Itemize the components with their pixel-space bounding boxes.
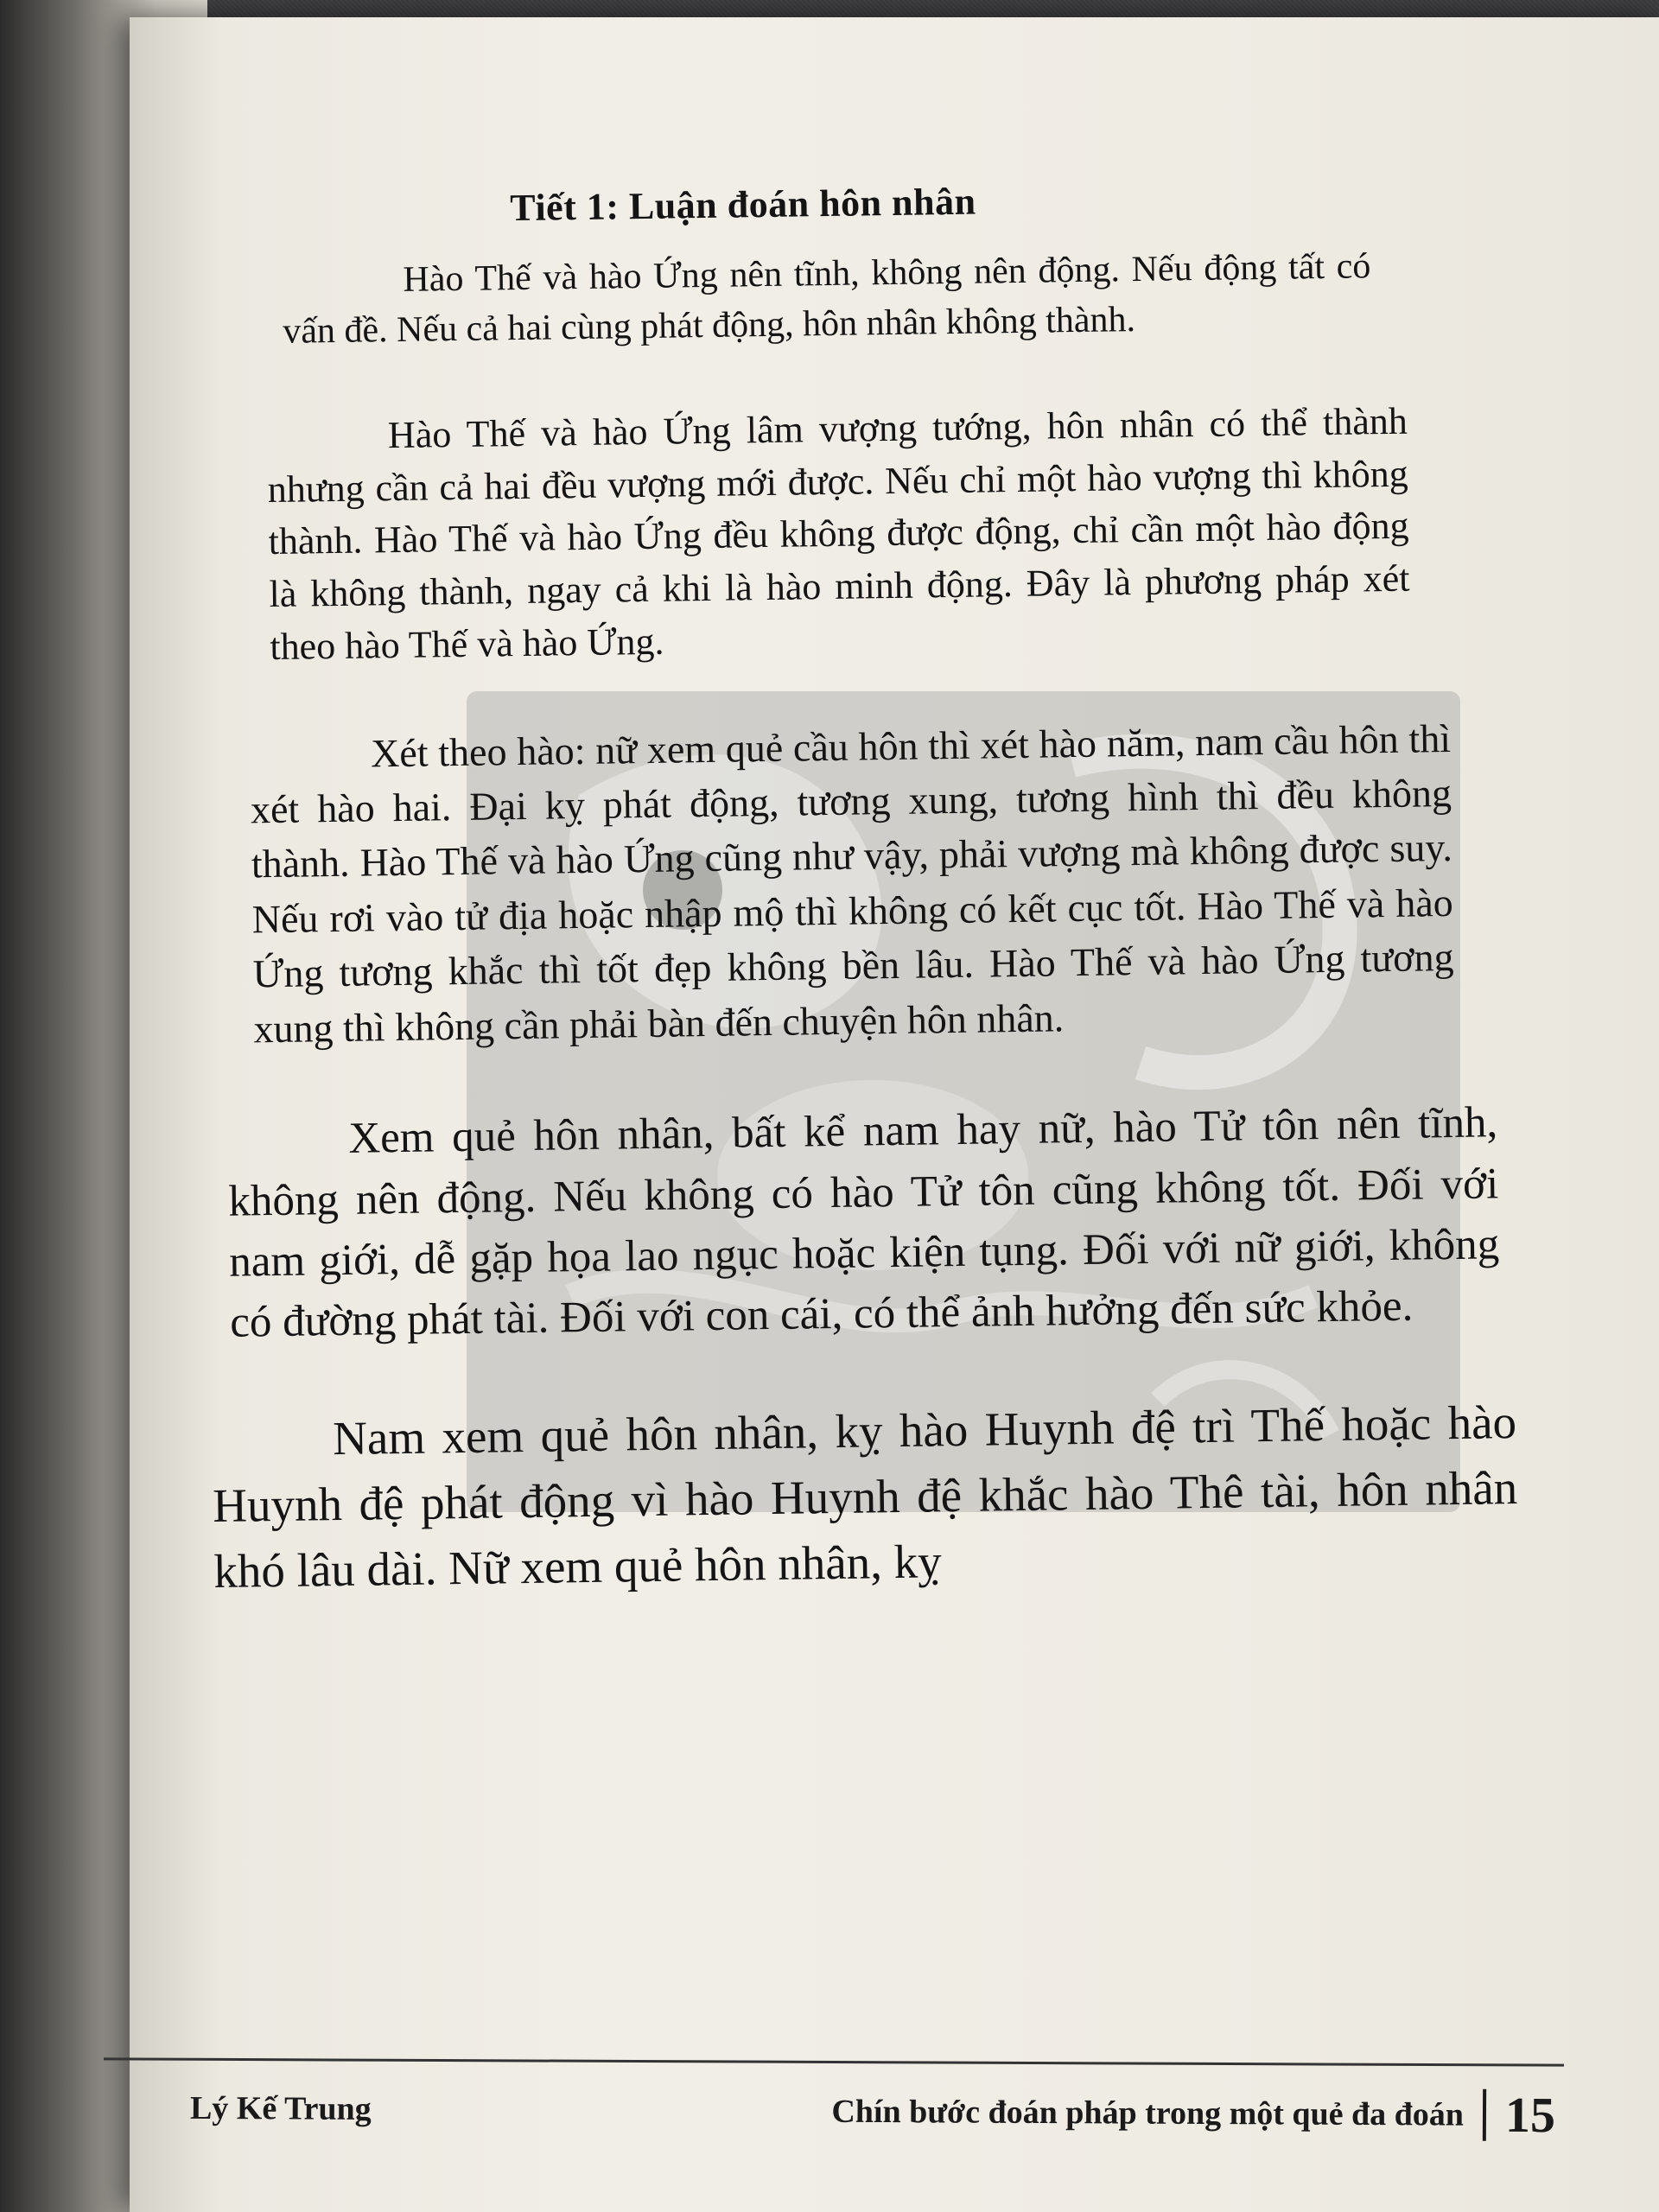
- page-number: 15: [1504, 2086, 1556, 2144]
- paragraph: Xét theo hào: nữ xem quẻ cầu hôn thì xét hào năm, nam cầu hôn thì xét hào hai. Đại kỵ phát động, tương xung, tương hình thì đều không thành. Hào Thế và hào Ứng cũng như vậy, phải vượng mà không được suy. Nếu rơi vào tử địa hoặc nhập mộ thì không có kết cục tốt. Hào Thế và hào Ứng tương khắc thì tốt đẹp không bền lâu. Hào Thế và hào Ứng tương xung thì không cần phải bàn đến chuyện hôn nhân.: [250, 715, 1454, 1052]
- footer-separator: [1483, 2088, 1486, 2140]
- paragraph: Nam xem quẻ hôn nhân, kỵ hào Huynh đệ trì Thế hoặc hào Huynh đệ phát động vì hào Huynh đệ khắc hào Thê tài, hôn nhân khó lâu dài. Nữ xem quẻ hôn nhân, kỵ: [212, 1395, 1518, 1598]
- page-footer: [190, 2079, 1555, 2144]
- paragraph: Hào Thế và hào Ứng lâm vượng tướng, hôn nhân có thể thành nhưng cần cả hai đều vượng mới được. Nếu chỉ một hào vượng thì không thành. Hào Thế và hào Ứng đều không được động, chỉ cần một hào động là không thành, ngay cả khi là hào minh động. Đây là phương pháp xét theo hào Thế và hào Ứng.: [267, 399, 1410, 668]
- paragraph: Hào Thế và hào Ứng nên tĩnh, không nên động. Nếu động tất có vấn đề. Nếu cả hai cùng phát động, hôn nhân không thành.: [282, 246, 1371, 352]
- footer-book-title: Chín bước đoán pháp trong một quẻ đa đoán: [831, 2093, 1465, 2133]
- section-title: Tiết 1: Luận đoán hôn nhân: [509, 180, 976, 230]
- footer-author: Lý Kế Trung: [189, 2089, 372, 2127]
- paragraph: Xem quẻ hôn nhân, bất kể nam hay nữ, hào Tử tôn nên tĩnh, không nên động. Nếu không có hào Tử tôn cũng không tốt. Đối với nam giới, dễ gặp họa lao ngục hoặc kiện tụng. Đối với nữ giới, không có đường phát tài. Đối với con cái, có thể ảnh hưởng đến sức khỏe.: [227, 1098, 1500, 1348]
- page-content: [207, 172, 1541, 1658]
